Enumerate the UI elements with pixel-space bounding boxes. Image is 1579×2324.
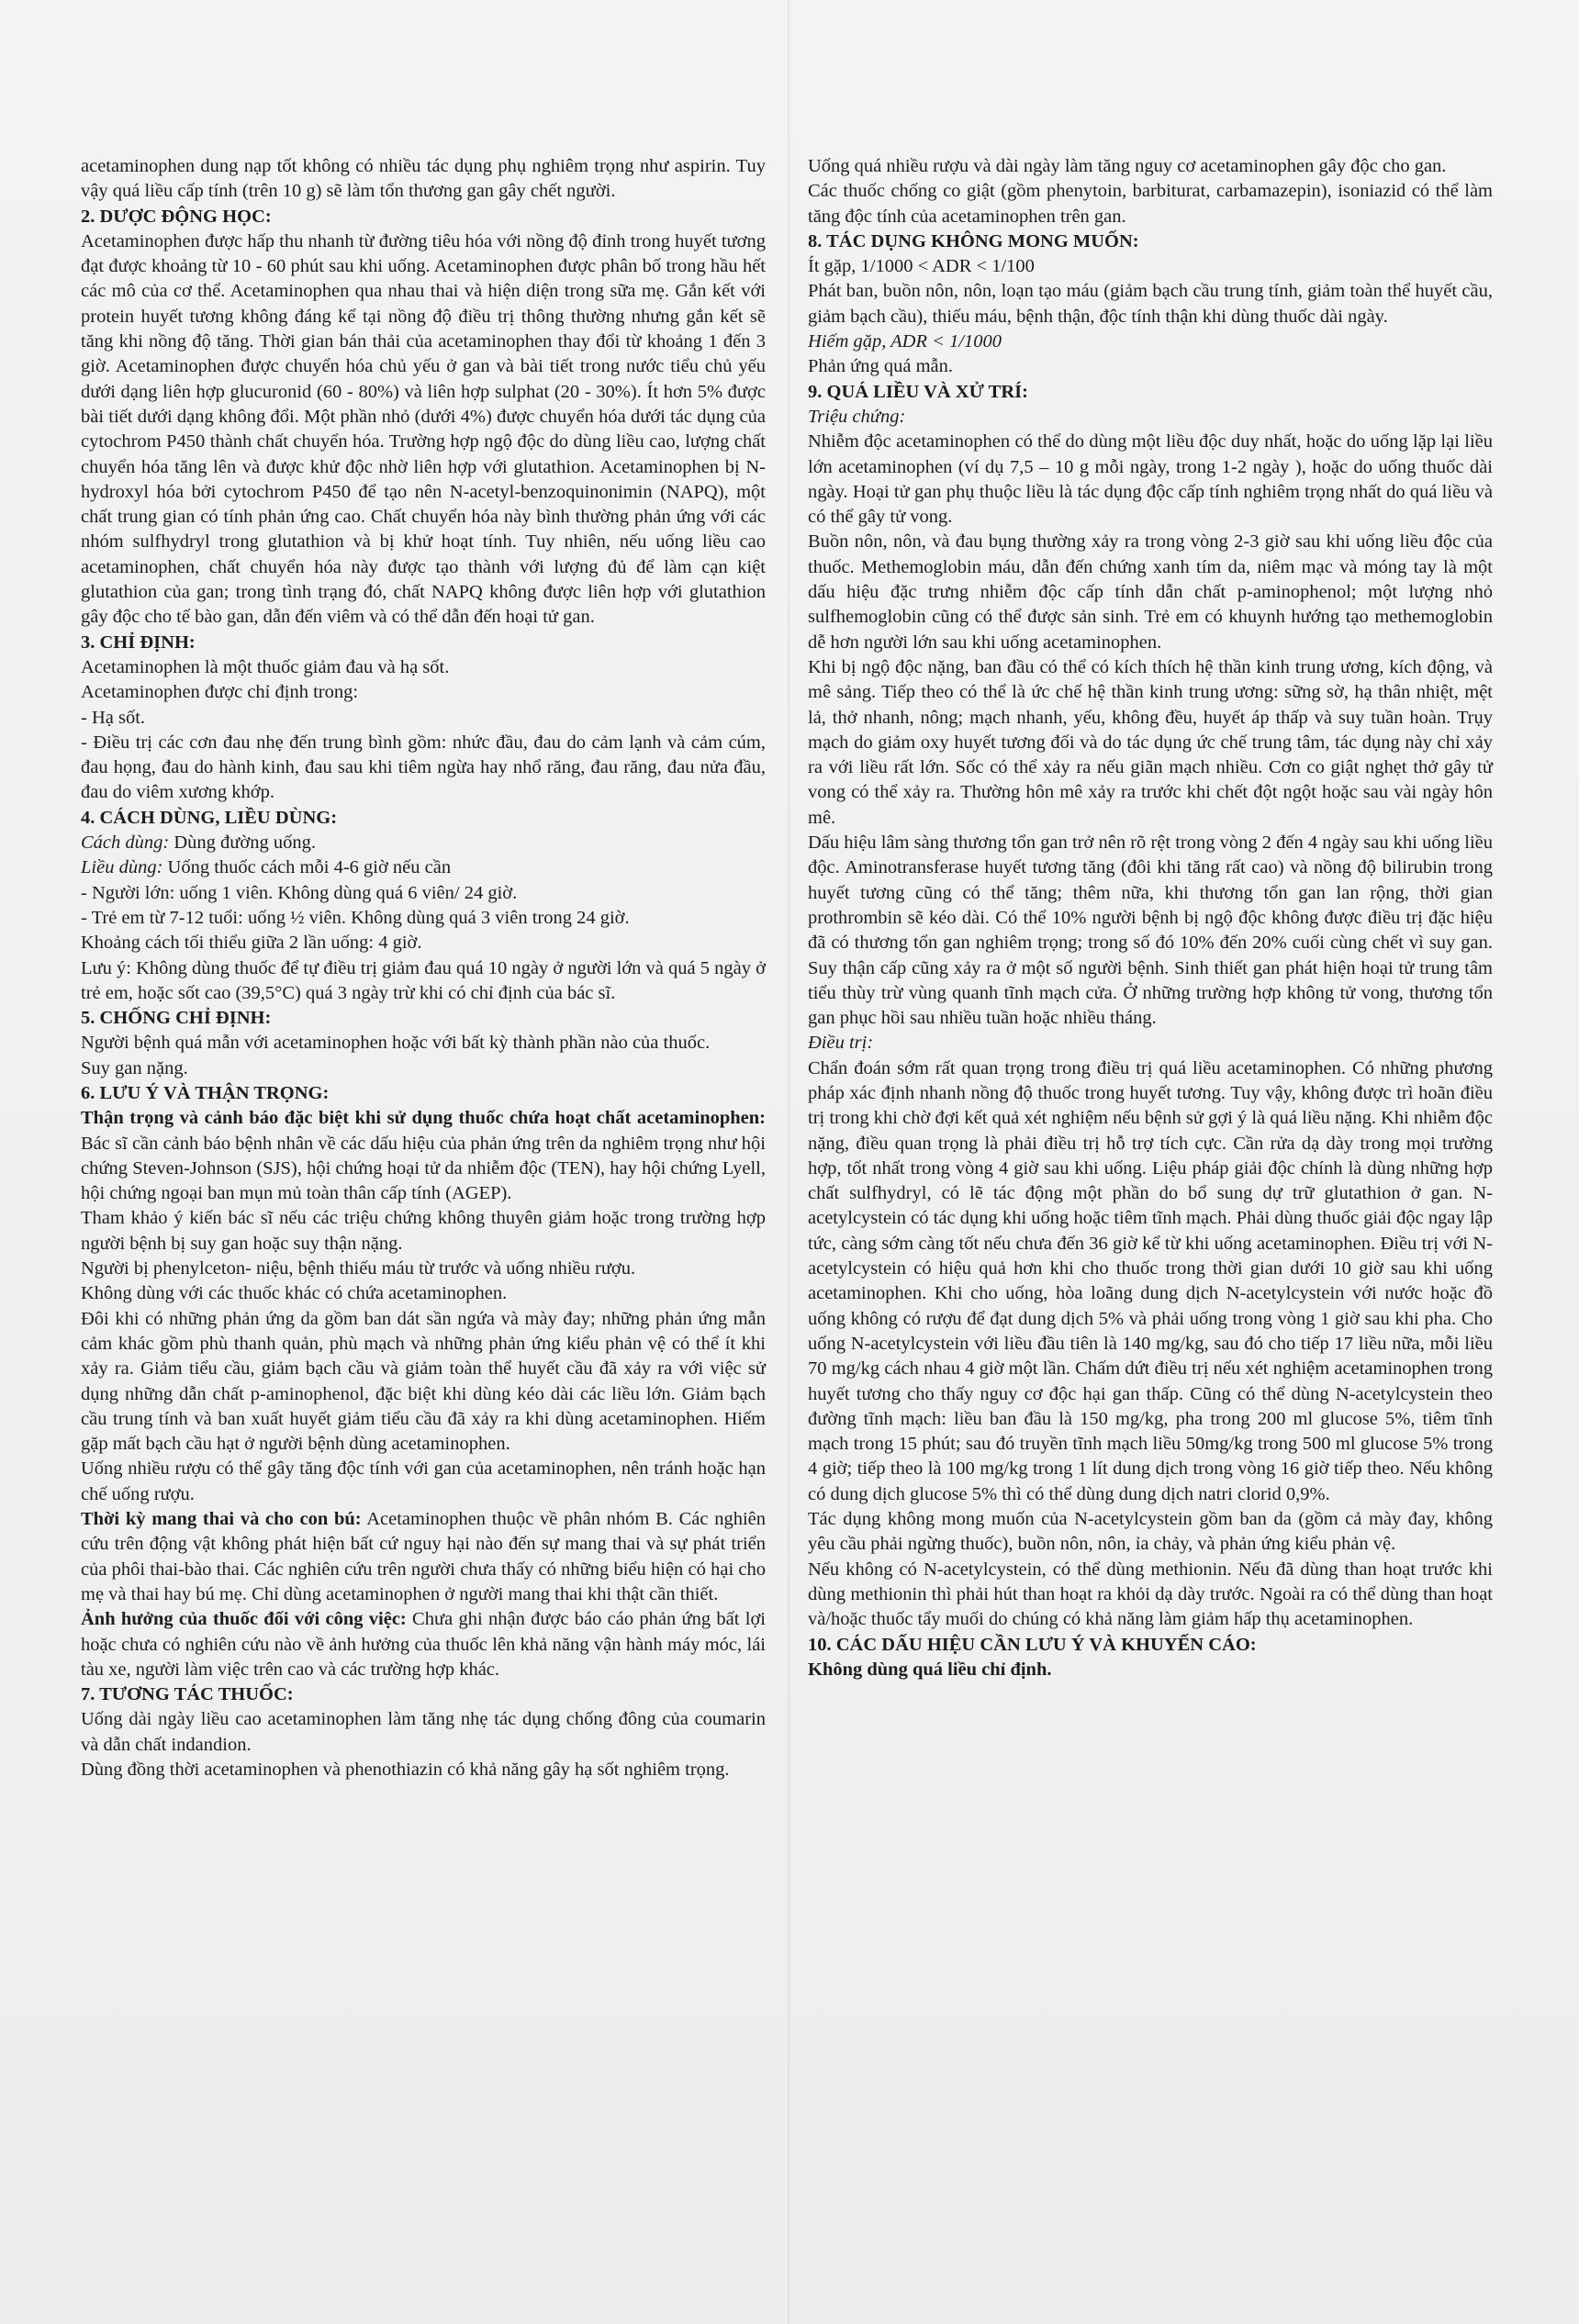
paragraph-text: Dùng đường uống.	[169, 832, 316, 854]
paragraph: Acetaminophen được chỉ định trong:	[81, 682, 359, 703]
paragraph-label: Ảnh hưởng của thuốc đối với công việc:	[81, 1609, 407, 1630]
paragraph	[81, 855, 766, 880]
paragraph	[81, 831, 766, 855]
paragraph: Nhiễm độc acetaminophen có thể do dùng một liều độc duy nhất, hoặc do uống lặp lại liều lớn acetaminophen (ví dụ 7,5 – 10 g mỗi ngày, trong 1-2 ngày ), hoặc do uống thuốc dài ngày. Hoại tử gan phụ thuộc liều là tác dụng độc cấp tính nghiêm trọng nhất do quá liều và có thể gây tử vong.	[808, 431, 1493, 528]
paragraph: Người bệnh quá mẫn với acetaminophen hoặc với bất kỳ thành phần nào của thuốc.	[81, 1033, 711, 1054]
fold-line	[788, 0, 790, 2324]
paragraph: Phát ban, buồn nôn, nôn, loạn tạo máu (giảm bạch cầu trung tính, giảm toàn thể huyết cầu, giảm bạch cầu), thiếu máu, bệnh thận, độc tính thận khi dùng thuốc dài ngày.	[808, 281, 1493, 327]
paragraph: acetaminophen dung nạp tốt không có nhiều tác dụng phụ nghiêm trọng như aspirin. Tuy vậy quá liều cấp tính (trên 10 g) sẽ làm tổn thương gan gây chết người.	[81, 156, 766, 202]
subheading: Hiếm gặp, ADR < 1/1000	[808, 331, 1002, 352]
paragraph: Không dùng với các thuốc khác có chứa acetaminophen.	[81, 1283, 508, 1304]
paragraph: Nếu không có N-acetylcystein, có thể dùng methionin. Nếu đã dùng than hoạt trước khi dùng methionin thì phải hút than hoạt ra khỏi dạ dày trước. Ngoài ra có thể dùng than hoạt và/hoặc thuốc tẩy muối do chúng có khả năng làm giảm hấp thụ acetaminophen.	[808, 1559, 1493, 1630]
paragraph: - Người lớn: uống 1 viên. Không dùng quá 6 viên/ 24 giờ.	[81, 882, 518, 903]
section-heading: 9. QUÁ LIỀU VÀ XỬ TRÍ:	[808, 381, 1028, 402]
paragraph	[81, 1106, 766, 1206]
section-heading: Không dùng quá liều chỉ định.	[808, 1659, 1052, 1680]
section-heading: 2. DƯỢC ĐỘNG HỌC:	[81, 206, 272, 227]
paragraph-text: Uống thuốc cách mỗi 4-6 giờ nếu cần	[162, 857, 452, 878]
paragraph: Dùng đồng thời acetaminophen và phenothiazin có khả năng gây hạ sốt nghiêm trọng.	[81, 1760, 730, 1780]
paragraph: Các thuốc chống co giật (gồm phenytoin, barbiturat, carbamazepin), isoniazid có thể làm tăng độc tính của acetaminophen trên gan.	[808, 181, 1493, 227]
section-heading: 5. CHỐNG CHỈ ĐỊNH:	[81, 1008, 272, 1029]
paragraph: Phản ứng quá mẫn.	[808, 356, 954, 377]
subheading: Triệu chứng:	[808, 406, 906, 427]
paragraph-label: Cách dùng:	[81, 832, 170, 854]
paragraph: Dấu hiệu lâm sàng thương tổn gan trở nên rõ rệt trong vòng 2 đến 4 ngày sau khi uống liều độc. Aminotransferase huyết tương tăng (đôi khi tăng rất cao) và nồng độ bilirubin trong huyết tương cũng có thể tăng; thêm nữa, khi thương tổn gan lan rộng, thời gian prothrombin sẽ kéo dài. Có thể 10% người bệnh bị ngộ độc không được điều trị đặc hiệu đã có thương tổn gan nghiêm trọng; trong số đó 10% đến 20% cuối cùng chết vì suy gan. Suy thận cấp cũng xảy ra ở một số người bệnh. Sinh thiết gan phát hiện hoại tử trung tâm tiểu thùy trừ vùng quanh tĩnh mạch cửa. Ở những trường hợp không tử vong, thương tổn gan phục hồi sau nhiều tuần hoặc nhiều tháng.	[808, 832, 1493, 1029]
paragraph: Uống nhiều rượu có thể gây tăng độc tính với gan của acetaminophen, nên tránh hoặc hạn chế uống rượu.	[81, 1458, 766, 1504]
paragraph: Khoảng cách tối thiểu giữa 2 lần uống: 4 giờ.	[81, 933, 422, 954]
right-column	[808, 154, 1493, 1682]
section-heading: 6. LƯU Ý VÀ THẬN TRỌNG:	[81, 1082, 330, 1103]
paragraph-text: Chưa ghi nhận được báo cáo phản ứng bất lợi hoặc chưa có nghiên cứu nào về ảnh hưởng của thuốc lên khả năng vận hành máy móc, lái tàu xe, người làm việc trên cao và các trường hợp khác.	[81, 1609, 766, 1680]
paragraph: - Trẻ em từ 7-12 tuổi: uống ½ viên. Không dùng quá 3 viên trong 24 giờ.	[81, 907, 630, 928]
paragraph	[81, 1607, 766, 1682]
left-column	[81, 154, 766, 1782]
paragraph-label: Liều dùng:	[81, 857, 163, 878]
paragraph: - Hạ sốt.	[81, 707, 146, 728]
paragraph-text: Acetaminophen thuộc về phân nhóm B. Các nghiên cứu trên động vật không phát hiện bất cứ nguy hại nào đến sự mang thai và sự phát triển của phôi thai-bào thai. Các nghiên cứu trên người chưa thấy có những biểu hiện có hại cho mẹ và thai hay bú mẹ. Chỉ dùng acetaminophen ở người mang thai khi thật cần thiết.	[81, 1509, 766, 1604]
section-heading: 8. TÁC DỤNG KHÔNG MONG MUỐN:	[808, 230, 1139, 251]
paragraph-label: Thời kỳ mang thai và cho con bú:	[81, 1509, 362, 1530]
paragraph: Tác dụng không mong muốn của N-acetylcystein gồm ban da (gồm cả mày đay, không yêu cầu phải ngừng thuốc), buồn nôn, nôn, ỉa chảy, và phản ứng kiểu phản vệ.	[808, 1509, 1493, 1555]
paragraph	[81, 1507, 766, 1607]
paragraph: - Điều trị các cơn đau nhẹ đến trung bình gồm: nhức đầu, đau do cảm lạnh và cảm cúm, đau họng, đau do hành kinh, đau sau khi tiêm ngừa hay nhổ răng, đau răng, đau nửa đầu, đau do viêm xương khớp.	[81, 732, 766, 803]
section-heading: 7. TƯƠNG TÁC THUỐC:	[81, 1684, 294, 1705]
paragraph: Lưu ý: Không dùng thuốc để tự điều trị giảm đau quá 10 ngày ở người lớn và quá 5 ngày ở trẻ em, hoặc sốt cao (39,5°C) quá 3 ngày trừ khi có chỉ định của bác sĩ.	[81, 957, 766, 1003]
section-heading: 10. CÁC DẤU HIỆU CẦN LƯU Ý VÀ KHUYẾN CÁO:	[808, 1634, 1257, 1655]
paragraph: Ít gặp, 1/1000 < ADR < 1/100	[808, 256, 1035, 277]
section-heading: 4. CÁCH DÙNG, LIỀU DÙNG:	[81, 807, 338, 828]
paragraph: Buồn nôn, nôn, và đau bụng thường xảy ra trong vòng 2-3 giờ sau khi uống liều độc của thuốc. Methemoglobin máu, dẫn đến chứng xanh tím da, niêm mạc và móng tay là một dấu hiệu đặc trưng nhiễm độc cấp tính dẫn chất p-aminophenol; một lượng nhỏ sulfhemoglobin cũng có thể được sản sinh. Trẻ em có khuynh hướng tạo methemoglobin dễ hơn người lớn sau khi uống acetaminophen.	[808, 531, 1493, 653]
section-heading: 3. CHỈ ĐỊNH:	[81, 631, 196, 653]
paragraph: Uống dài ngày liều cao acetaminophen làm tăng nhẹ tác dụng chống đông của coumarin và dẫn chất indandion.	[81, 1709, 766, 1755]
paragraph: Tham khảo ý kiến bác sĩ nếu các triệu chứng không thuyên giảm hoặc trong trường hợp người bệnh bị suy gan hoặc suy thận nặng.	[81, 1208, 766, 1254]
paragraph: Acetaminophen là một thuốc giảm đau và hạ sốt.	[81, 656, 450, 677]
subheading: Điều trị:	[808, 1033, 874, 1054]
paragraph: Chẩn đoán sớm rất quan trọng trong điều trị quá liều acetaminophen. Có những phương pháp xác định nhanh nồng độ thuốc trong huyết tương. Tuy vậy, không được trì hoãn điều trị trong khi chờ đợi kết quả xét nghiệm nếu bệnh sử gợi ý là quá liều nặng. Khi nhiễm độc nặng, điều quan trọng là phải điều trị hỗ trợ tích cực. Cần rửa dạ dày trong mọi trường hợp, tốt nhất trong vòng 4 giờ sau khi uống. Liệu pháp giải độc chính là dùng những hợp chất sulfhydryl, có lẽ tác động một phần do bổ sung dự trữ glutathion ở gan. N-acetylcystein có tác dụng khi uống hoặc tiêm tĩnh mạch. Phải dùng thuốc giải độc ngay lập tức, càng sớm càng tốt nếu chưa đến 36 giờ kể từ khi uống acetaminophen. Điều trị với N-acetylcystein có hiệu quả hơn khi cho thuốc trong thời gian dưới 10 giờ sau khi uống acetaminophen. Khi cho uống, hòa loãng dung dịch N-acetylcystein với nước hoặc đồ uống không có rượu để đạt dung dịch 5% và phải uống trong vòng 1 giờ sau khi pha. Cho uống N-acetylcystein với liều đầu tiên là 140 mg/kg, sau đó cho tiếp 17 liều nữa, mỗi liều 70 mg/kg cách nhau 4 giờ một lần. Chấm dứt điều trị nếu xét nghiệm acetaminophen trong huyết tương cho thấy nguy cơ độc hại gan thấp. Cũng có thể dùng N-acetylcystein theo đường tĩnh mạch: liều ban đầu là 150 mg/kg, pha trong 200 ml glucose 5%, tiêm tĩnh mạch trong 15 phút; sau đó truyền tĩnh mạch liều 50mg/kg trong 500 ml glucose 5% trong 4 giờ; tiếp theo là 100 mg/kg trong 1 lít dung dịch trong vòng 16 giờ tiếp theo. Nếu không có dung dịch glucose 5% thì có thể dùng dung dịch natri clorid 0,9%.	[808, 1057, 1493, 1504]
paragraph-label: Thận trọng và cảnh báo đặc biệt khi sử dụng thuốc chứa hoạt chất acetaminophen:	[81, 1108, 766, 1129]
paragraph: Acetaminophen được hấp thu nhanh từ đường tiêu hóa với nồng độ đỉnh trong huyết tương đạt được khoảng từ 10 - 60 phút sau khi uống. Acetaminophen được phân bố trong hầu hết các mô của cơ thể. Acetaminophen qua nhau thai và hiện diện trong sữa mẹ. Gắn kết với protein huyết tương không đáng kể tại nồng độ điều trị thông thường nhưng gắn kết sẽ tăng khi nồng độ tăng. Thời gian bán thải của acetaminophen thay đổi từ khoảng 1 đến 3 giờ. Acetaminophen được chuyển hóa chủ yếu ở gan và bài tiết trong nước tiểu chủ yếu dưới dạng liên hợp glucuronid (60 - 80%) và liên hợp sulphat (20 - 30%). Ít hơn 5% được bài tiết dưới dạng không đổi. Một phần nhỏ (dưới 4%) được chuyển hóa dưới tác dụng của cytochrom P450 thành chất chuyển hóa. Trường hợp ngộ độc do dùng liều cao, lượng chất chuyển hóa tăng lên và được khử độc nhờ liên hợp với glutathion. Acetaminophen bị N-hydroxyl hóa bởi cytochrom P450 để tạo nên N-acetyl-benzoquinonimin (NAPQ), một chất trung gian có tính phản ứng cao. Chất chuyển hóa này bình thường phản ứng với các nhóm sulfhydryl trong glutathion và bị khử hoạt tính. Tuy nhiên, nếu uống liều cao acetaminophen, chất chuyển hóa này được tạo thành với lượng đủ để làm cạn kiệt glutathion của gan; trong tình trạng đó, chất NAPQ không được liên hợp với glutathion gây độc cho tế bào gan, dẫn đến viêm và có thể dẫn đến hoại tử gan.	[81, 230, 766, 628]
paragraph: Đôi khi có những phản ứng da gồm ban dát sần ngứa và mày đay; những phản ứng mẫn cảm khác gồm phù thanh quản, phù mạch và những phản ứng kiểu phản vệ có thể ít khi xảy ra. Giảm tiểu cầu, giảm bạch cầu và giảm toàn thể huyết cầu đã xảy ra với việc sử dụng những dẫn chất p-aminophenol, đặc biệt khi dùng kéo dài các liều lớn. Giảm bạch cầu trung tính và ban xuất huyết giảm tiểu cầu đã xảy ra khi dùng acetaminophen. Hiếm gặp mất bạch cầu hạt ở người bệnh dùng acetaminophen.	[81, 1308, 766, 1455]
paragraph: Khi bị ngộ độc nặng, ban đầu có thể có kích thích hệ thần kinh trung ương, kích động, và mê sảng. Tiếp theo có thể là ức chế hệ thần kinh trung ương: sững sờ, hạ thân nhiệt, mệt lả, thở nhanh, nông; mạch nhanh, yếu, không đều, huyết áp thấp và suy tuần hoàn. Trụy mạch do giảm oxy huyết tương đối và do tác dụng ức chế trung tâm, tác dụng này chỉ xảy ra với liều rất lớn. Sốc có thể xảy ra nếu giãn mạch nhiều. Cơn co giật nghẹt thở gây tử vong có thể xảy ra. Thường hôn mê xảy ra trước khi chết đột ngột hoặc sau vài ngày hôn mê.	[808, 656, 1493, 828]
paragraph: Uống quá nhiều rượu và dài ngày làm tăng nguy cơ acetaminophen gây độc cho gan.	[808, 156, 1447, 176]
paragraph-text: Bác sĩ cần cảnh báo bệnh nhân về các dấu hiệu của phản ứng trên da nghiêm trọng như hội chứng Steven-Johnson (SJS), hội chứng hoại tử da nhiễm độc (TEN), hay hội chứng Lyell, hội chứng ngoại ban mụn mủ toàn thân cấp tính (AGEP).	[81, 1133, 766, 1204]
paragraph: Người bị phenylceton- niệu, bệnh thiếu máu từ trước và uống nhiều rượu.	[81, 1258, 636, 1279]
paragraph: Suy gan nặng.	[81, 1057, 188, 1078]
